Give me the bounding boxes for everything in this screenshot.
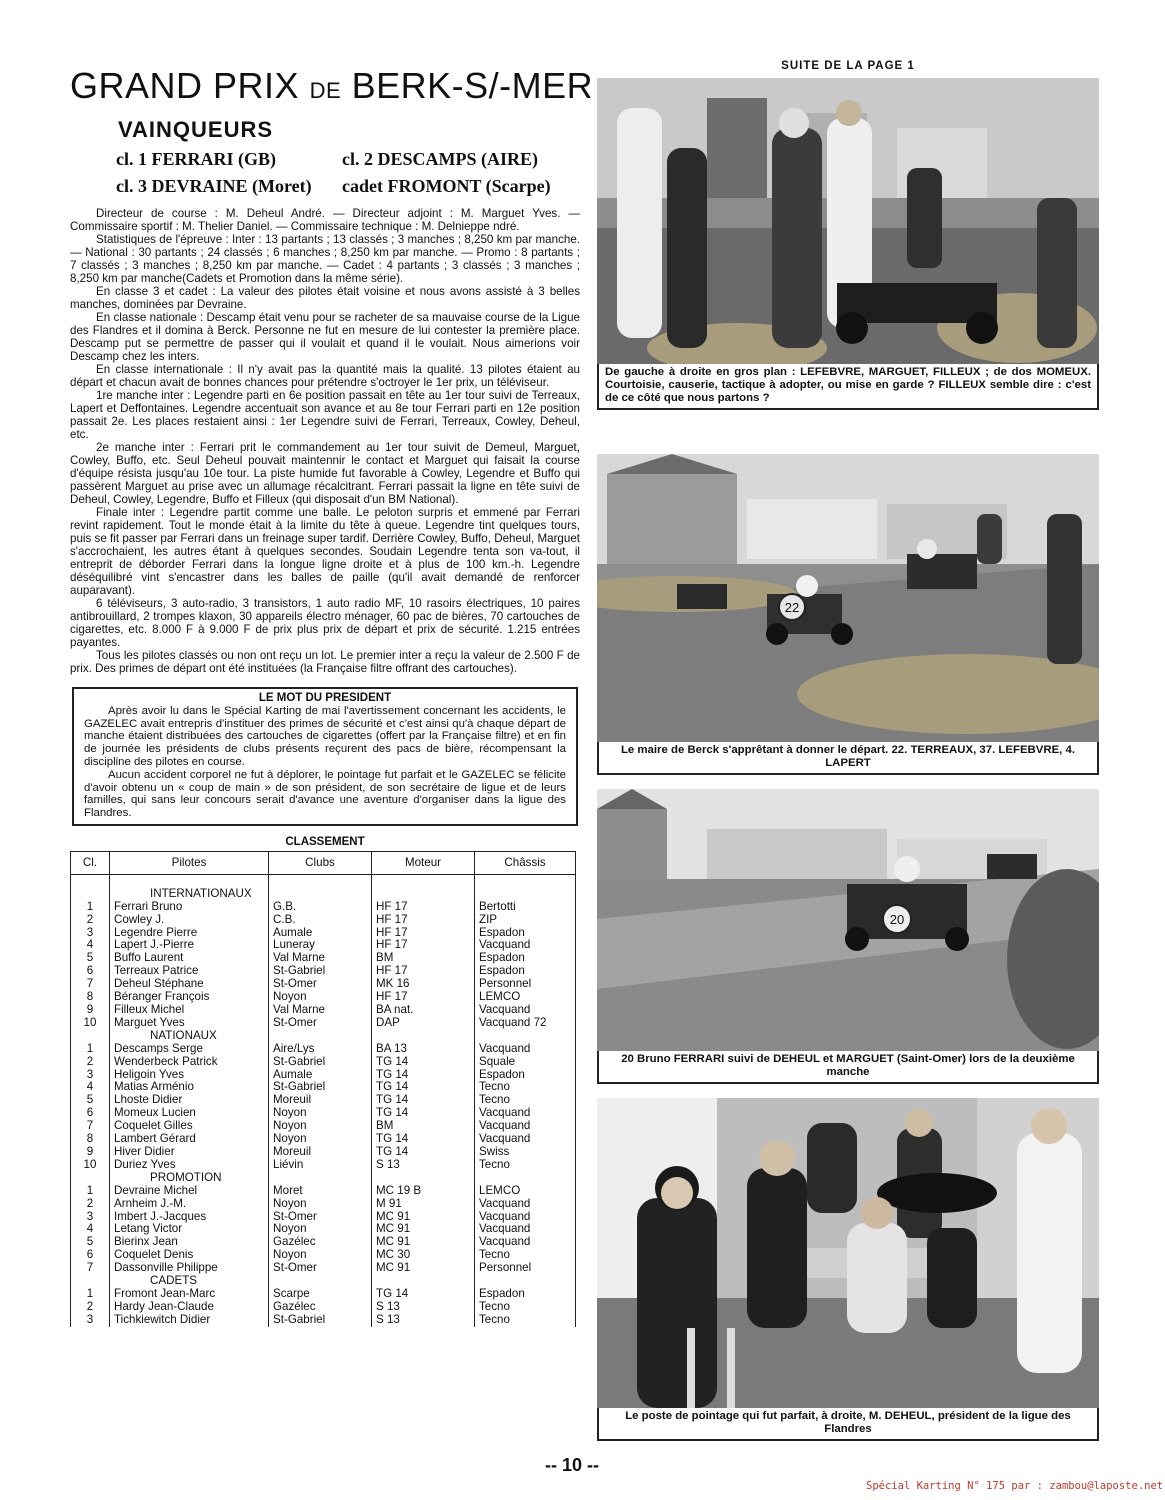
engine-cell: MC 19 B (372, 1185, 475, 1198)
club-cell: Moret (269, 1185, 372, 1198)
engine-cell: TG 14 (372, 1094, 475, 1107)
chassis-cell: Espadon (475, 965, 576, 978)
section-spacer-cell (475, 1172, 576, 1185)
rank-cell: 7 (71, 1120, 110, 1133)
club-cell: Val Marne (269, 1004, 372, 1017)
engine-cell: HF 17 (372, 939, 475, 952)
club-cell: St-Gabriel (269, 1081, 372, 1094)
chassis-cell: Bertotti (475, 901, 576, 914)
title-de: DE (309, 78, 342, 103)
club-cell: Noyon (269, 1107, 372, 1120)
pilot-cell: Letang Victor (110, 1223, 269, 1236)
photo-caption-4: Le poste de pointage qui fut parfait, à droite, M. DEHEUL, président de la ligue des Flandres (597, 1408, 1099, 1441)
rank-cell: 9 (71, 1004, 110, 1017)
pilot-cell: Descamps Serge (110, 1043, 269, 1056)
rank-cell: 2 (71, 1198, 110, 1211)
chassis-cell: Personnel (475, 1262, 576, 1275)
article-paragraph: Tous les pilotes classés ou non ont reçu un lot. Le premier inter a reçu la valeur de 2.500 F de prix. Des primes de départ ont été instituées (la Française filtre offrant des cartouches). (70, 649, 580, 675)
pilot-cell: Imbert J.-Jacques (110, 1211, 269, 1224)
chassis-cell: Tecno (475, 1314, 576, 1327)
page-number: -- 10 -- (545, 1455, 599, 1475)
club-cell: Gazélec (269, 1301, 372, 1314)
chassis-cell: Vacquand (475, 939, 576, 952)
club-cell: Aire/Lys (269, 1043, 372, 1056)
spacer-cell (475, 874, 576, 887)
pilot-cell: Hardy Jean-Claude (110, 1301, 269, 1314)
chassis-cell: Vacquand (475, 1236, 576, 1249)
engine-cell: TG 14 (372, 1069, 475, 1082)
pilot-cell: Coquelet Denis (110, 1249, 269, 1262)
table-row (71, 1262, 576, 1275)
club-cell: Scarpe (269, 1288, 372, 1301)
pilot-cell: Marguet Yves (110, 1017, 269, 1030)
club-cell: Aumale (269, 927, 372, 940)
article-paragraph: Directeur de course : M. Deheul André. — Directeur adjoint : M. Marguet Yves. — Commissaire sportif : M. Thelier Daniel. — Commissaire technique : M. Delnieppe ndré. (70, 207, 580, 233)
chassis-cell: Tecno (475, 1094, 576, 1107)
club-cell: C.B. (269, 914, 372, 927)
engine-cell: HF 17 (372, 991, 475, 1004)
engine-cell: MC 91 (372, 1236, 475, 1249)
rank-cell: 2 (71, 1056, 110, 1069)
club-cell: Moreuil (269, 1146, 372, 1159)
section-spacer-cell (475, 888, 576, 901)
table-row (71, 1185, 576, 1198)
pilot-cell: Duriez Yves (110, 1159, 269, 1172)
club-cell: St-Gabriel (269, 1314, 372, 1327)
rank-cell: 3 (71, 1069, 110, 1082)
club-cell: Gazélec (269, 1236, 372, 1249)
section-row (71, 1172, 576, 1185)
club-cell: Val Marne (269, 952, 372, 965)
pilot-cell: Coquelet Gilles (110, 1120, 269, 1133)
chassis-cell: Vacquand (475, 1133, 576, 1146)
table-row (71, 1056, 576, 1069)
chassis-cell: Swiss (475, 1146, 576, 1159)
chassis-cell: Tecno (475, 1301, 576, 1314)
table-row (71, 1301, 576, 1314)
engine-cell: HF 17 (372, 965, 475, 978)
header-pilotes: Pilotes (110, 851, 269, 874)
chassis-cell: ZIP (475, 914, 576, 927)
chassis-cell: Squale (475, 1056, 576, 1069)
president-box (72, 687, 578, 826)
engine-cell: TG 14 (372, 1146, 475, 1159)
engine-cell: S 13 (372, 1159, 475, 1172)
rank-cell: 9 (71, 1146, 110, 1159)
club-cell: Liévin (269, 1159, 372, 1172)
engine-cell: MC 30 (372, 1249, 475, 1262)
pilot-cell: Hiver Didier (110, 1146, 269, 1159)
section-spacer-cell (269, 1172, 372, 1185)
suite-label: SUITE DE LA PAGE 1 (781, 60, 915, 72)
club-cell: St-Omer (269, 1017, 372, 1030)
table-row (71, 1146, 576, 1159)
pilot-cell: Fromont Jean-Marc (110, 1288, 269, 1301)
rank-cell: 8 (71, 991, 110, 1004)
engine-cell: MK 16 (372, 978, 475, 991)
table-spacer-row (71, 874, 576, 887)
chassis-cell: Vacquand (475, 1211, 576, 1224)
rank-cell: 6 (71, 965, 110, 978)
club-cell: St-Omer (269, 1262, 372, 1275)
spacer-cell (71, 874, 110, 887)
rank-cell: 4 (71, 939, 110, 952)
rank-cell: 5 (71, 1236, 110, 1249)
rank-cell: 3 (71, 1314, 110, 1327)
pilot-cell: Buffo Laurent (110, 952, 269, 965)
club-cell: St-Gabriel (269, 965, 372, 978)
page-title (70, 65, 594, 111)
chassis-cell: Vacquand (475, 1004, 576, 1017)
footer-credit: Spécial Karting N° 175 par : zambou@laposte.net (866, 1480, 1164, 1492)
kart-number-20: 20 (889, 912, 905, 927)
pilot-cell: Terreaux Patrice (110, 965, 269, 978)
engine-cell: DAP (372, 1017, 475, 1030)
section-spacer-cell (372, 1030, 475, 1043)
pilot-cell: Legendre Pierre (110, 927, 269, 940)
section-spacer-cell (71, 1172, 110, 1185)
table-row (71, 1004, 576, 1017)
engine-cell: BM (372, 952, 475, 965)
article-paragraph: Finale inter : Legendre partit comme une balle. Le peloton surpris et emmené par Ferrari revint rapidement. Tout le monde était à la limite du tête à queue. Legendre tint quelques tours, puis se fit passer par Ferrari dans un freinage super tardif. Derrière Cowley, Buffo, Deheul, Marguet s'accrochaient, les autres étant à quelques secondes. Soudain Legendre tenta son va-tout, il entreprit de déborder Ferrari dans la longue ligne droite et à plus de 100 km.-h. Legendre déséquilibré vint s'encastrer dans les balles de paille (qu'il avait demandé de renforcer auparavant). (70, 506, 580, 597)
section-spacer-cell (71, 1030, 110, 1043)
right-column (597, 60, 1099, 1441)
chassis-cell: LEMCO (475, 991, 576, 1004)
chassis-cell: Espadon (475, 1069, 576, 1082)
rank-cell: 10 (71, 1159, 110, 1172)
classement-table (70, 851, 576, 1327)
section-row (71, 888, 576, 901)
left-column (70, 65, 594, 1327)
pilot-cell: Cowley J. (110, 914, 269, 927)
photo-start-image (597, 454, 1099, 742)
article-paragraph: 1re manche inter : Legendre parti en 6e position passait en tête au 1er tour suivi de Terreaux, Lapert et Deffontaines. Legendre accentuait son avance et au 8e tour Ferrari parti en 12e position passait 2e. Les places restaient ainsi : 1er Legendre suivi de Ferrari, Terreaux, Cowley, Deheul, etc. (70, 389, 580, 441)
spacer-cell (372, 874, 475, 887)
club-cell: Noyon (269, 1133, 372, 1146)
article-paragraph: Statistiques de l'épreuve : Inter : 13 partants ; 13 classés ; 3 manches ; 8,250 km par manche. — National : 30 partants ; 24 classés ; 6 manches ; 8,250 km par manche. — Promo : 8 partants ; 7 classés ; 3 manches ; 8,250 km par manche. — Cadet : 4 partants ; 3 classés ; 3 manches ; 8,250 km par manche(Cadets et Promotion dans la même série). (70, 233, 580, 285)
rank-cell: 6 (71, 1249, 110, 1262)
winners-row (116, 176, 580, 197)
chassis-cell: Espadon (475, 952, 576, 965)
section-spacer-cell (269, 1030, 372, 1043)
pilot-cell: Deheul Stéphane (110, 978, 269, 991)
engine-cell: BA nat. (372, 1004, 475, 1017)
photo-timing-post (597, 1098, 1099, 1408)
classement-body (71, 874, 576, 1326)
header-clubs: Clubs (269, 851, 372, 874)
section-name: INTERNATIONAUX (110, 888, 269, 901)
pilot-cell: Wenderbeck Patrick (110, 1056, 269, 1069)
president-heading: LE MOT DU PRESIDENT (258, 692, 392, 704)
rank-cell: 8 (71, 1133, 110, 1146)
pilot-cell: Dassonville Philippe (110, 1262, 269, 1275)
engine-cell: M 91 (372, 1198, 475, 1211)
engine-cell: TG 14 (372, 1056, 475, 1069)
club-cell: St-Gabriel (269, 1056, 372, 1069)
article-paragraph: En classe 3 et cadet : La valeur des pilotes était voisine et nous avons assisté à 3 belles manches, dominées par Devraine. (70, 285, 580, 311)
engine-cell: TG 14 (372, 1081, 475, 1094)
winner-cadet: cadet FROMONT (Scarpe) (342, 176, 551, 196)
photo-caption-1: De gauche à droite en gros plan : LEFEBVRE, MARGUET, FILLEUX ; de dos MOMEUX. Courtoisie, causerie, tactique à adopter, ou mise en garde ? FILLEUX semble dire : c'est de ce côté que nous partons ? (597, 364, 1099, 410)
pilot-cell: Lambert Gérard (110, 1133, 269, 1146)
table-row (71, 901, 576, 914)
rank-cell: 3 (71, 1211, 110, 1224)
engine-cell: MC 91 (372, 1211, 475, 1224)
article-paragraph: En classe nationale : Descamp était venu pour se racheter de sa mauvaise course de la Ligue des Flandres et il domina à Berck. Personne ne fut en mesure de lui contester la première place. Descamp put se permettre de passer qui il voulait et quand il le voulait. Nous aimerions voir Descamp chez les inters. (70, 311, 580, 363)
chassis-cell: Espadon (475, 1288, 576, 1301)
kart-number-22: 22 (784, 600, 800, 615)
title-place: BERK-S/-MER (351, 65, 594, 106)
section-name: CADETS (110, 1275, 269, 1288)
club-cell: St-Omer (269, 978, 372, 991)
pilot-cell: Momeux Lucien (110, 1107, 269, 1120)
rank-cell: 2 (71, 914, 110, 927)
table-row (71, 1043, 576, 1056)
pilot-cell: Bierinx Jean (110, 1236, 269, 1249)
header-cl: Cl. (71, 851, 110, 874)
section-name: NATIONAUX (110, 1030, 269, 1043)
rank-cell: 1 (71, 1288, 110, 1301)
winners-row (116, 149, 580, 170)
rank-cell: 1 (71, 901, 110, 914)
section-spacer-cell (269, 888, 372, 901)
club-cell: G.B. (269, 901, 372, 914)
engine-cell: S 13 (372, 1301, 475, 1314)
photo-timing-post-image (597, 1098, 1099, 1408)
engine-cell: HF 17 (372, 914, 475, 927)
pilot-cell: Heligoin Yves (110, 1069, 269, 1082)
engine-cell: TG 14 (372, 1107, 475, 1120)
engine-cell: MC 91 (372, 1262, 475, 1275)
photo-caption-3: 20 Bruno FERRARI suivi de DEHEUL et MARGUET (Saint-Omer) lors de la deuxième manche (597, 1051, 1099, 1084)
header-moteur: Moteur (372, 851, 475, 874)
article-paragraph: 2e manche inter : Ferrari prit le commandement au 1er tour suivit de Demeul, Marguet, Cowley, Buffo, etc. Seul Deheul pouvait maintennir le contact et Marguet qui faisait la course d'équipe résista jusqu'au 10e tour. La piste humide fut favorable à Cowley, Legendre et Buffo qui passèrent Marguet au prise avec un allumage récalcitrant. Ferrari passait la ligne en tête suivi de Deheul, Cowley, Legendre, Buffo et Filleux (qui disposait d'un BM National). (70, 441, 580, 506)
engine-cell: HF 17 (372, 901, 475, 914)
club-cell: Moreuil (269, 1094, 372, 1107)
pilot-cell: Matias Arménio (110, 1081, 269, 1094)
pilot-cell: Tichkiewitch Didier (110, 1314, 269, 1327)
pilot-cell: Lhoste Didier (110, 1094, 269, 1107)
article-body (70, 207, 580, 675)
section-spacer-cell (71, 888, 110, 901)
classement-title: CLASSEMENT (285, 835, 365, 848)
club-cell: Luneray (269, 939, 372, 952)
engine-cell: TG 14 (372, 1133, 475, 1146)
chassis-cell: Espadon (475, 927, 576, 940)
section-spacer-cell (372, 1172, 475, 1185)
club-cell: Noyon (269, 1249, 372, 1262)
photo-start (597, 454, 1099, 742)
photo-caption-2: Le maire de Berck s'apprêtant à donner le départ. 22. TERREAUX, 37. LEFEBVRE, 4. LAPERT (597, 742, 1099, 775)
engine-cell: BM (372, 1120, 475, 1133)
engine-cell: HF 17 (372, 927, 475, 940)
rank-cell: 5 (71, 1094, 110, 1107)
pilot-cell: Devraine Michel (110, 1185, 269, 1198)
chassis-cell: Tecno (475, 1081, 576, 1094)
club-cell: Noyon (269, 1198, 372, 1211)
club-cell: Aumale (269, 1069, 372, 1082)
club-cell: Noyon (269, 1120, 372, 1133)
chassis-cell: Vacquand (475, 1043, 576, 1056)
photo-pilots-talk (597, 78, 1099, 364)
rank-cell: 4 (71, 1223, 110, 1236)
photo-pilots-talk-image (597, 78, 1099, 364)
engine-cell: TG 14 (372, 1288, 475, 1301)
club-cell: Noyon (269, 1223, 372, 1236)
rank-cell: 4 (71, 1081, 110, 1094)
winner-class-3: cl. 3 DEVRAINE (Moret) (116, 176, 312, 196)
winners-list (70, 149, 580, 197)
header-chassis: Châssis (475, 851, 576, 874)
article-paragraph: En classe internationale : Il n'y avait pas la quantité mais la qualité. 13 pilotes étaient au départ et chacun avait de bonnes chances pour prétendre s'octroyer le 1er prix, un téléviseur. (70, 363, 580, 389)
table-row (71, 1314, 576, 1327)
winner-class-2: cl. 2 DESCAMPS (AIRE) (342, 149, 538, 169)
spacer-cell (110, 874, 269, 887)
president-paragraph: Après avoir lu dans le Spécial Karting de mai l'avertissement concernant les accidents, le GAZELEC avait entrepris d'instituer des primes de sécurité et c'est ainsi qu'à chaque départ de manche étaient distribuées des cartouches de cigarettes (offert par la Française filtre) et en fin de journée les présidents de clubs présents reçurent des pacs de bière, récompensant la discipline des pilotes en course. (84, 704, 566, 768)
chassis-cell: Vacquand (475, 1223, 576, 1236)
chassis-cell: Vacquand (475, 1198, 576, 1211)
chassis-cell: Vacquand (475, 1120, 576, 1133)
rank-cell: 6 (71, 1107, 110, 1120)
pilot-cell: Arnheim J.-M. (110, 1198, 269, 1211)
chassis-cell: Tecno (475, 1249, 576, 1262)
section-name: PROMOTION (110, 1172, 269, 1185)
chassis-cell: Vacquand 72 (475, 1017, 576, 1030)
chassis-cell: Vacquand (475, 1107, 576, 1120)
president-paragraph: Aucun accident corporel ne fut à déplorer, le pointage fut parfait et le GAZELEC se félicite d'avoir obtenu un « coup de main » de son président, de son secrétaire de ligue et de leurs familles, qui sans leur concours serait d'avance une aventure d'organiser dans la ligue des Flandres. (84, 768, 566, 820)
rank-cell: 7 (71, 1262, 110, 1275)
table-row (71, 1017, 576, 1030)
rank-cell: 7 (71, 978, 110, 991)
table-row (71, 914, 576, 927)
rank-cell: 1 (71, 1043, 110, 1056)
rank-cell: 2 (71, 1301, 110, 1314)
engine-cell: BA 13 (372, 1043, 475, 1056)
engine-cell: S 13 (372, 1314, 475, 1327)
chassis-cell: Tecno (475, 1159, 576, 1172)
club-cell: St-Omer (269, 1211, 372, 1224)
photo-ferrari-lead-image (597, 789, 1099, 1051)
section-spacer-cell (372, 888, 475, 901)
rank-cell: 3 (71, 927, 110, 940)
table-row (71, 1288, 576, 1301)
rank-cell: 10 (71, 1017, 110, 1030)
engine-cell: MC 91 (372, 1223, 475, 1236)
chassis-cell: LEMCO (475, 1185, 576, 1198)
spacer-cell (269, 874, 372, 887)
section-row (71, 1030, 576, 1043)
winner-class-1: cl. 1 FERRARI (GB) (116, 149, 276, 169)
classement-header-row (71, 851, 576, 874)
club-cell: Noyon (269, 991, 372, 1004)
photo-ferrari-lead (597, 789, 1099, 1051)
chassis-cell: Personnel (475, 978, 576, 991)
pilot-cell: Béranger François (110, 991, 269, 1004)
rank-cell: 1 (71, 1185, 110, 1198)
winners-heading: VAINQUEURS (118, 117, 274, 142)
pilot-cell: Ferrari Bruno (110, 901, 269, 914)
title-main: GRAND PRIX (70, 65, 300, 106)
pilot-cell: Filleux Michel (110, 1004, 269, 1017)
pilot-cell: Lapert J.-Pierre (110, 939, 269, 952)
section-spacer-cell (475, 1030, 576, 1043)
article-paragraph: 6 téléviseurs, 3 auto-radio, 3 transistors, 1 auto radio MF, 10 rasoirs électriques, 10 paires antibrouillard, 2 trompes klaxon, 30 appareils électro ménager, 60 pac de bières, 70 cartouches de cigarettes, etc. 8.000 F à 9.000 F de prix plus prix de départ et prix de sécurité. 1.215 entrées payantes. (70, 597, 580, 649)
table-row (71, 1198, 576, 1211)
table-row (71, 1159, 576, 1172)
rank-cell: 5 (71, 952, 110, 965)
